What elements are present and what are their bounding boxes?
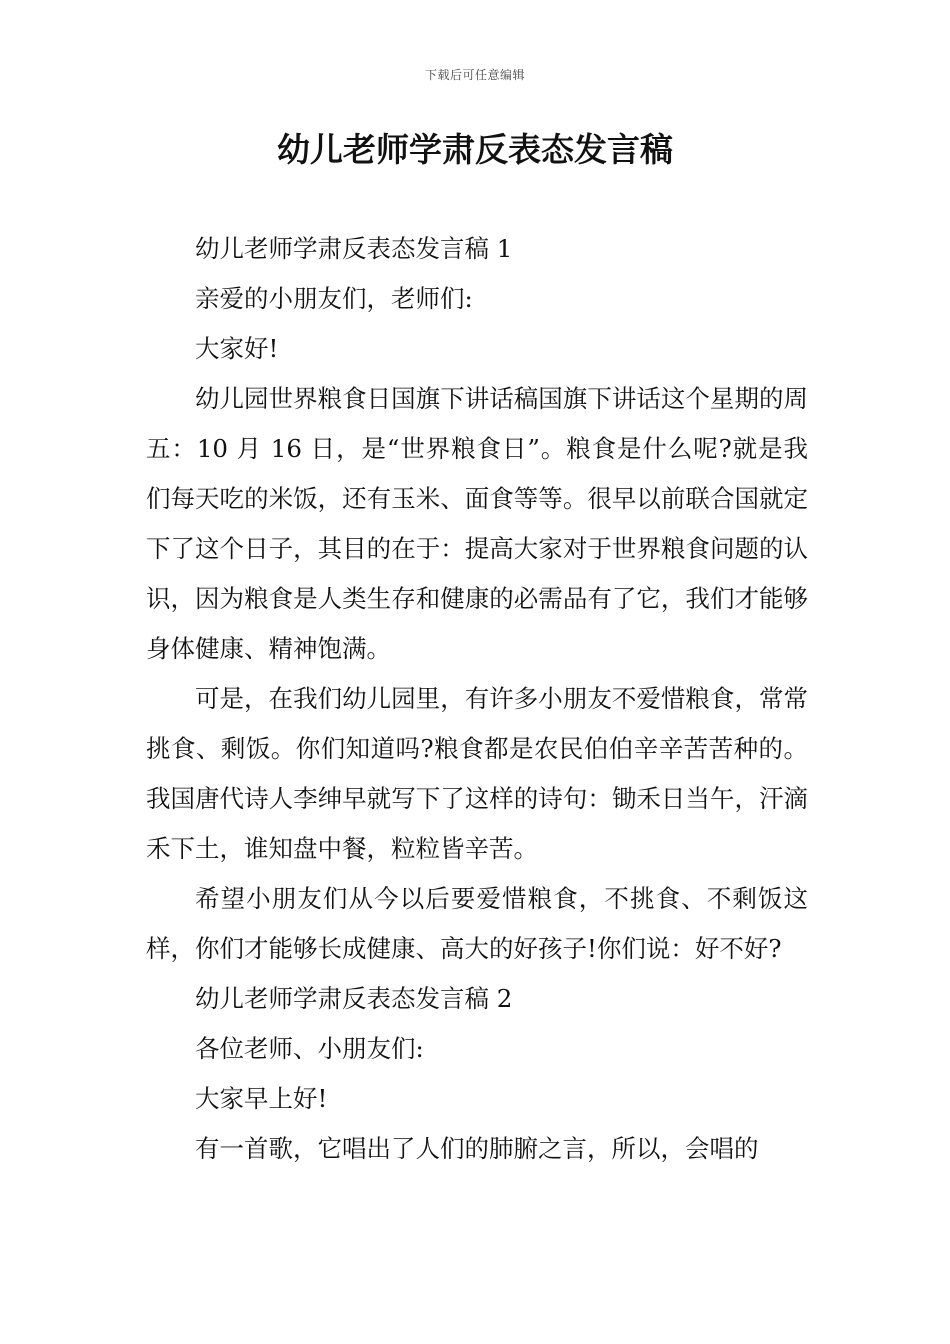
section-heading-2: 幼儿老师学肃反表态发言稿 2: [195, 984, 513, 1013]
body-paragraph: 希望小朋友们从今以后要爱惜粮食，不挑食、不剩饭这样，你们才能够长成健康、高大的好孩子!你们说：好不好?: [146, 884, 808, 963]
greeting-paragraph: 大家好!: [195, 334, 279, 363]
body-paragraph: 有一首歌，它唱出了人们的肺腑之言，所以，会唱的: [195, 1134, 759, 1163]
document-title: 幼儿老师学肃反表态发言稿: [277, 130, 673, 169]
body-paragraph: 可是，在我们幼儿园里，有许多小朋友不爱惜粮食，常常挑食、剩饭。你们知道吗?粮食都是农民伯伯辛辛苦苦种的。我国唐代诗人李绅早就写下了这样的诗句：锄禾日当午，汗滴禾下土，谁知盘中餐，粒粒皆辛苦。: [146, 684, 808, 863]
section-heading-1: 幼儿老师学肃反表态发言稿 1: [195, 234, 513, 263]
header-note: 下载后可任意编辑: [424, 68, 525, 82]
salutation-paragraph: 亲爱的小朋友们，老师们:: [195, 284, 473, 313]
body-paragraph: 幼儿园世界粮食日国旗下讲话稿国旗下讲话这个星期的周五：10 月 16 日，是“世界粮食日”。粮食是什么呢?就是我们每天吃的米饭，还有玉米、面食等等。很早以前联合国就定下了这个日子，其目的在于：提高大家对于世界粮食问题的认识，因为粮食是人类生存和健康的必需品有了它，我们才能够身体健康、精神饱满。: [146, 384, 808, 663]
document-body: [146, 224, 808, 1174]
salutation-paragraph: 各位老师、小朋友们:: [195, 1034, 424, 1063]
greeting-paragraph: 大家早上好!: [195, 1084, 328, 1113]
